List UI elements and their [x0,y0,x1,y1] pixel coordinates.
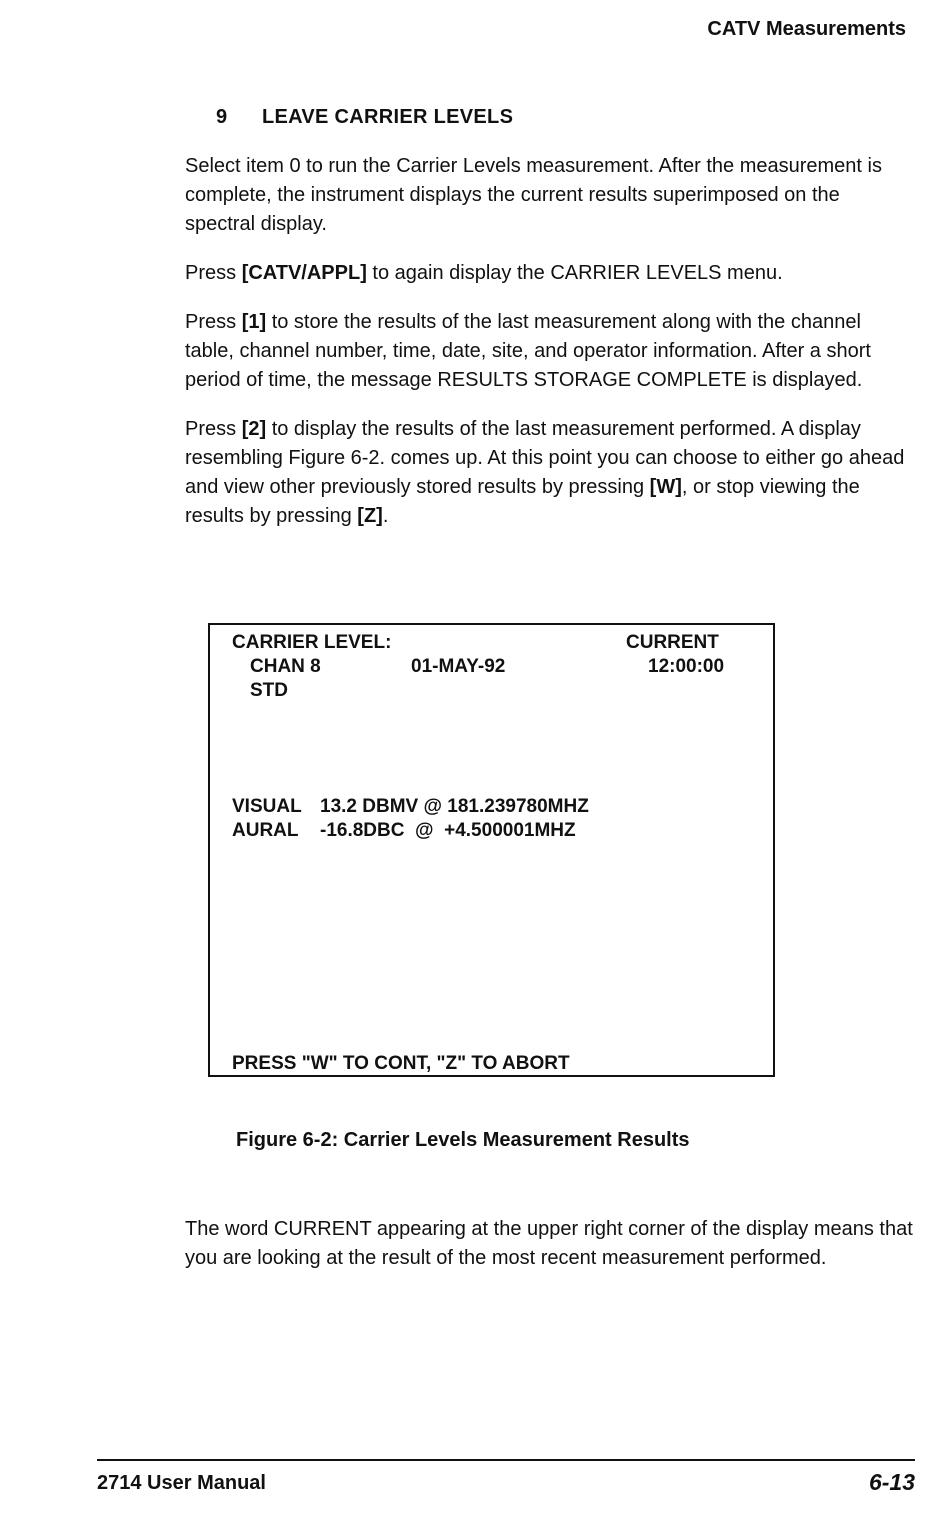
paragraph-catv-appl [185,259,915,288]
body-text [185,152,915,551]
closing-text [185,1215,915,1293]
paragraph-run-measurement: Select item 0 to run the Carrier Levels measurement. After the measurement is complete, the instrument displays the current results superimposed on the spectral display. [185,155,882,235]
key-z: [Z] [357,505,383,527]
p2-post: to again display the CARRIER LEVELS menu. [366,262,783,284]
screen-display-figure [208,623,775,1077]
screen-visual-label: VISUAL [232,796,302,817]
footer-rule [97,1459,915,1461]
footer-manual-name: 2714 User Manual [97,1472,266,1494]
footer-page-number: 6-13 [868,1469,915,1495]
p3-post: to store the results of the last measurement along with the channel table, channel number, time, date, site, and operator information. After a short period of time, the message RESULTS STORAGE COMPLETE is displayed. [185,311,871,391]
paragraph-display-results [185,415,915,531]
p4-mid2: , or stop viewing the results by pressing [185,476,860,527]
p4-pre: Press [185,418,242,440]
section-heading [216,106,513,129]
key-w: [W] [649,476,682,498]
key-1: [1] [241,311,267,333]
screen-channel: CHAN 8 [250,656,321,677]
paragraph-current-explanation: The word CURRENT appearing at the upper right corner of the display means that you are looking at the result of the most recent measurement performed. [185,1218,913,1269]
key-2: [2] [241,418,267,440]
screen-aural-label: AURAL [232,820,299,841]
screen-carrier-level-label: CARRIER LEVEL: [232,632,392,653]
p4-end: . [382,505,389,527]
p2-pre: Press [185,262,242,284]
screen-aural-value: -16.8DBC @ +4.500001MHZ [320,820,576,841]
screen-visual-value: 13.2 DBMV @ 181.239780MHZ [320,796,589,817]
figure-caption: Figure 6-2: Carrier Levels Measurement Results [236,1129,690,1151]
screen-prompt: PRESS "W" TO CONT, "Z" TO ABORT [232,1053,570,1074]
screen-date: 01-MAY-92 [411,656,506,677]
page-header-title: CATV Measurements [707,18,906,40]
paragraph-store-results [185,308,915,395]
p4-mid: to display the results of the last measurement performed. A display resembling Figure 6-2. comes up. At this point you can choose to either go ahead and view other previously stored results by pressing [185,418,905,498]
p3-pre: Press [185,311,242,333]
screen-time: 12:00:00 [648,656,725,677]
key-catv-appl: [CATV/APPL] [241,262,367,284]
screen-status-current: CURRENT [626,632,719,653]
section-title: LEAVE CARRIER LEVELS [262,106,514,128]
section-number: 9 [216,106,228,128]
screen-standard: STD [250,680,288,701]
